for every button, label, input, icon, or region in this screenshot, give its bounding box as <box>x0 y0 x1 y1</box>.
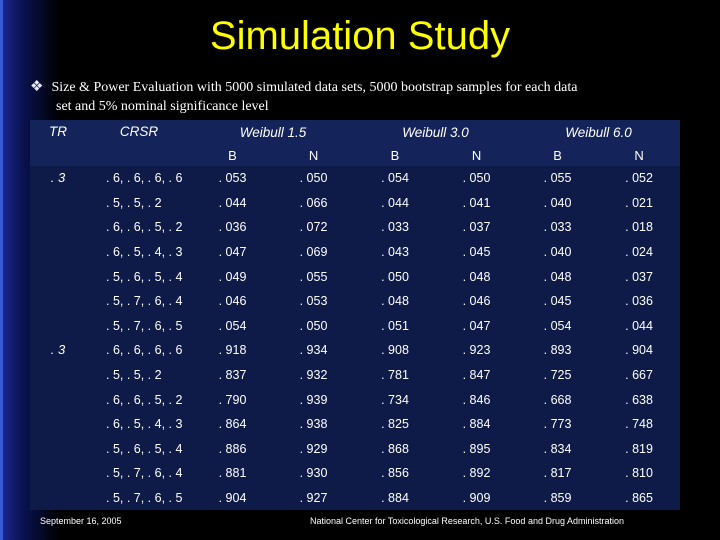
cell-value: . 043 <box>354 240 436 265</box>
table-row <box>30 461 680 486</box>
cell-value: . 881 <box>192 461 273 486</box>
cell-value: . 893 <box>517 338 598 363</box>
cell-value: . 036 <box>598 289 680 314</box>
cell-value: . 050 <box>354 264 436 289</box>
cell-value: . 837 <box>192 363 273 388</box>
cell-value: . 868 <box>354 437 436 462</box>
crsr-value: . 6, . 5, . 4, . 3 <box>86 412 192 437</box>
cell-value: . 904 <box>192 486 273 511</box>
header-row-groups <box>30 120 680 144</box>
crsr-value: . 5, . 7, . 6, . 5 <box>86 486 192 511</box>
cell-value: . 864 <box>192 412 273 437</box>
header-crsr: CRSR <box>86 120 192 166</box>
cell-value: . 053 <box>273 289 354 314</box>
cell-value: . 773 <box>517 412 598 437</box>
cell-value: . 050 <box>436 166 517 191</box>
header-sub: N <box>273 144 354 166</box>
cell-value: . 048 <box>517 264 598 289</box>
cell-value: . 069 <box>273 240 354 265</box>
crsr-value: . 5, . 5, . 2 <box>86 191 192 216</box>
cell-value: . 790 <box>192 387 273 412</box>
cell-value: . 055 <box>517 166 598 191</box>
cell-value: . 046 <box>436 289 517 314</box>
cell-value: . 049 <box>192 264 273 289</box>
cell-value: . 041 <box>436 191 517 216</box>
cell-value: . 047 <box>436 314 517 339</box>
cell-value: . 859 <box>517 486 598 511</box>
cell-value: . 884 <box>436 412 517 437</box>
cell-value: . 781 <box>354 363 436 388</box>
cell-value: . 929 <box>273 437 354 462</box>
cell-value: . 932 <box>273 363 354 388</box>
cell-value: . 865 <box>598 486 680 511</box>
crsr-value: . 6, . 6, . 6, . 6 <box>86 166 192 191</box>
cell-value: . 040 <box>517 240 598 265</box>
cell-value: . 033 <box>354 215 436 240</box>
table-row <box>30 264 680 289</box>
diamond-bullet-icon: ❖ <box>30 79 44 95</box>
table-row <box>30 166 680 191</box>
crsr-value: . 5, . 7, . 6, . 4 <box>86 461 192 486</box>
cell-value: . 055 <box>273 264 354 289</box>
crsr-value: . 5, . 7, . 6, . 4 <box>86 289 192 314</box>
header-group-weibull-1-5: Weibull 1.5 <box>192 120 354 144</box>
crsr-value: . 6, . 6, . 5, . 2 <box>86 387 192 412</box>
cell-value: . 934 <box>273 338 354 363</box>
footer-date: September 16, 2005 <box>40 516 122 526</box>
cell-value: . 886 <box>192 437 273 462</box>
bullet-line-1: Size & Power Evaluation with 5000 simulated data sets, 5000 bootstrap samples for each data <box>51 80 578 95</box>
crsr-value: . 6, . 6, . 5, . 2 <box>86 215 192 240</box>
cell-value: . 024 <box>598 240 680 265</box>
cell-value: . 052 <box>598 166 680 191</box>
table-row <box>30 437 680 462</box>
table-row <box>30 289 680 314</box>
cell-value: . 054 <box>192 314 273 339</box>
cell-value: . 046 <box>192 289 273 314</box>
cell-value: . 051 <box>354 314 436 339</box>
header-tr: TR <box>30 120 86 166</box>
cell-value: . 045 <box>517 289 598 314</box>
cell-value: . 053 <box>192 166 273 191</box>
cell-value: . 021 <box>598 191 680 216</box>
cell-value: . 904 <box>598 338 680 363</box>
cell-value: . 048 <box>436 264 517 289</box>
cell-value: . 044 <box>354 191 436 216</box>
cell-value: . 908 <box>354 338 436 363</box>
cell-value: . 037 <box>436 215 517 240</box>
header-sub: B <box>517 144 598 166</box>
cell-value: . 939 <box>273 387 354 412</box>
header-sub: N <box>436 144 517 166</box>
table-row <box>30 240 680 265</box>
cell-value: . 048 <box>354 289 436 314</box>
cell-value: . 066 <box>273 191 354 216</box>
cell-value: . 895 <box>436 437 517 462</box>
table-row <box>30 215 680 240</box>
cell-value: . 033 <box>517 215 598 240</box>
cell-value: . 938 <box>273 412 354 437</box>
crsr-value: . 5, . 6, . 5, . 4 <box>86 264 192 289</box>
cell-value: . 072 <box>273 215 354 240</box>
crsr-value: . 6, . 5, . 4, . 3 <box>86 240 192 265</box>
cell-value: . 909 <box>436 486 517 511</box>
tr-value: . 3 <box>30 166 86 338</box>
cell-value: . 884 <box>354 486 436 511</box>
header-group-weibull-6-0: Weibull 6.0 <box>517 120 680 144</box>
cell-value: . 817 <box>517 461 598 486</box>
cell-value: . 918 <box>192 338 273 363</box>
cell-value: . 054 <box>354 166 436 191</box>
tr-value: . 3 <box>30 338 86 510</box>
cell-value: . 668 <box>517 387 598 412</box>
cell-value: . 018 <box>598 215 680 240</box>
cell-value: . 638 <box>598 387 680 412</box>
table-row <box>30 314 680 339</box>
cell-value: . 927 <box>273 486 354 511</box>
cell-value: . 748 <box>598 412 680 437</box>
crsr-value: . 5, . 7, . 6, . 5 <box>86 314 192 339</box>
cell-value: . 825 <box>354 412 436 437</box>
cell-value: . 047 <box>192 240 273 265</box>
table-row <box>30 387 680 412</box>
slide-title: Simulation Study <box>209 14 511 58</box>
table-row <box>30 486 680 511</box>
header-sub: N <box>598 144 680 166</box>
cell-value: . 923 <box>436 338 517 363</box>
table-row <box>30 363 680 388</box>
cell-value: . 847 <box>436 363 517 388</box>
crsr-value: . 5, . 6, . 5, . 4 <box>86 437 192 462</box>
header-sub: B <box>192 144 273 166</box>
results-table <box>30 120 680 510</box>
cell-value: . 054 <box>517 314 598 339</box>
cell-value: . 892 <box>436 461 517 486</box>
cell-value: . 037 <box>598 264 680 289</box>
cell-value: . 044 <box>598 314 680 339</box>
cell-value: . 819 <box>598 437 680 462</box>
cell-value: . 725 <box>517 363 598 388</box>
cell-value: . 846 <box>436 387 517 412</box>
cell-value: . 930 <box>273 461 354 486</box>
cell-value: . 667 <box>598 363 680 388</box>
cell-value: . 810 <box>598 461 680 486</box>
cell-value: . 050 <box>273 166 354 191</box>
table-row <box>30 412 680 437</box>
table-row <box>30 338 680 363</box>
header-sub: B <box>354 144 436 166</box>
cell-value: . 045 <box>436 240 517 265</box>
cell-value: . 834 <box>517 437 598 462</box>
table-row <box>30 191 680 216</box>
crsr-value: . 6, . 6, . 6, . 6 <box>86 338 192 363</box>
crsr-value: . 5, . 5, . 2 <box>86 363 192 388</box>
cell-value: . 050 <box>273 314 354 339</box>
cell-value: . 044 <box>192 191 273 216</box>
cell-value: . 040 <box>517 191 598 216</box>
cell-value: . 856 <box>354 461 436 486</box>
bullet-line-2: set and 5% nominal significance level <box>56 99 269 114</box>
header-group-weibull-3-0: Weibull 3.0 <box>354 120 517 144</box>
cell-value: . 734 <box>354 387 436 412</box>
bullet-text <box>30 78 670 116</box>
cell-value: . 036 <box>192 215 273 240</box>
footer-org: National Center for Toxicological Research, U.S. Food and Drug Administration <box>310 516 624 526</box>
slide-edge-accent <box>0 0 3 540</box>
